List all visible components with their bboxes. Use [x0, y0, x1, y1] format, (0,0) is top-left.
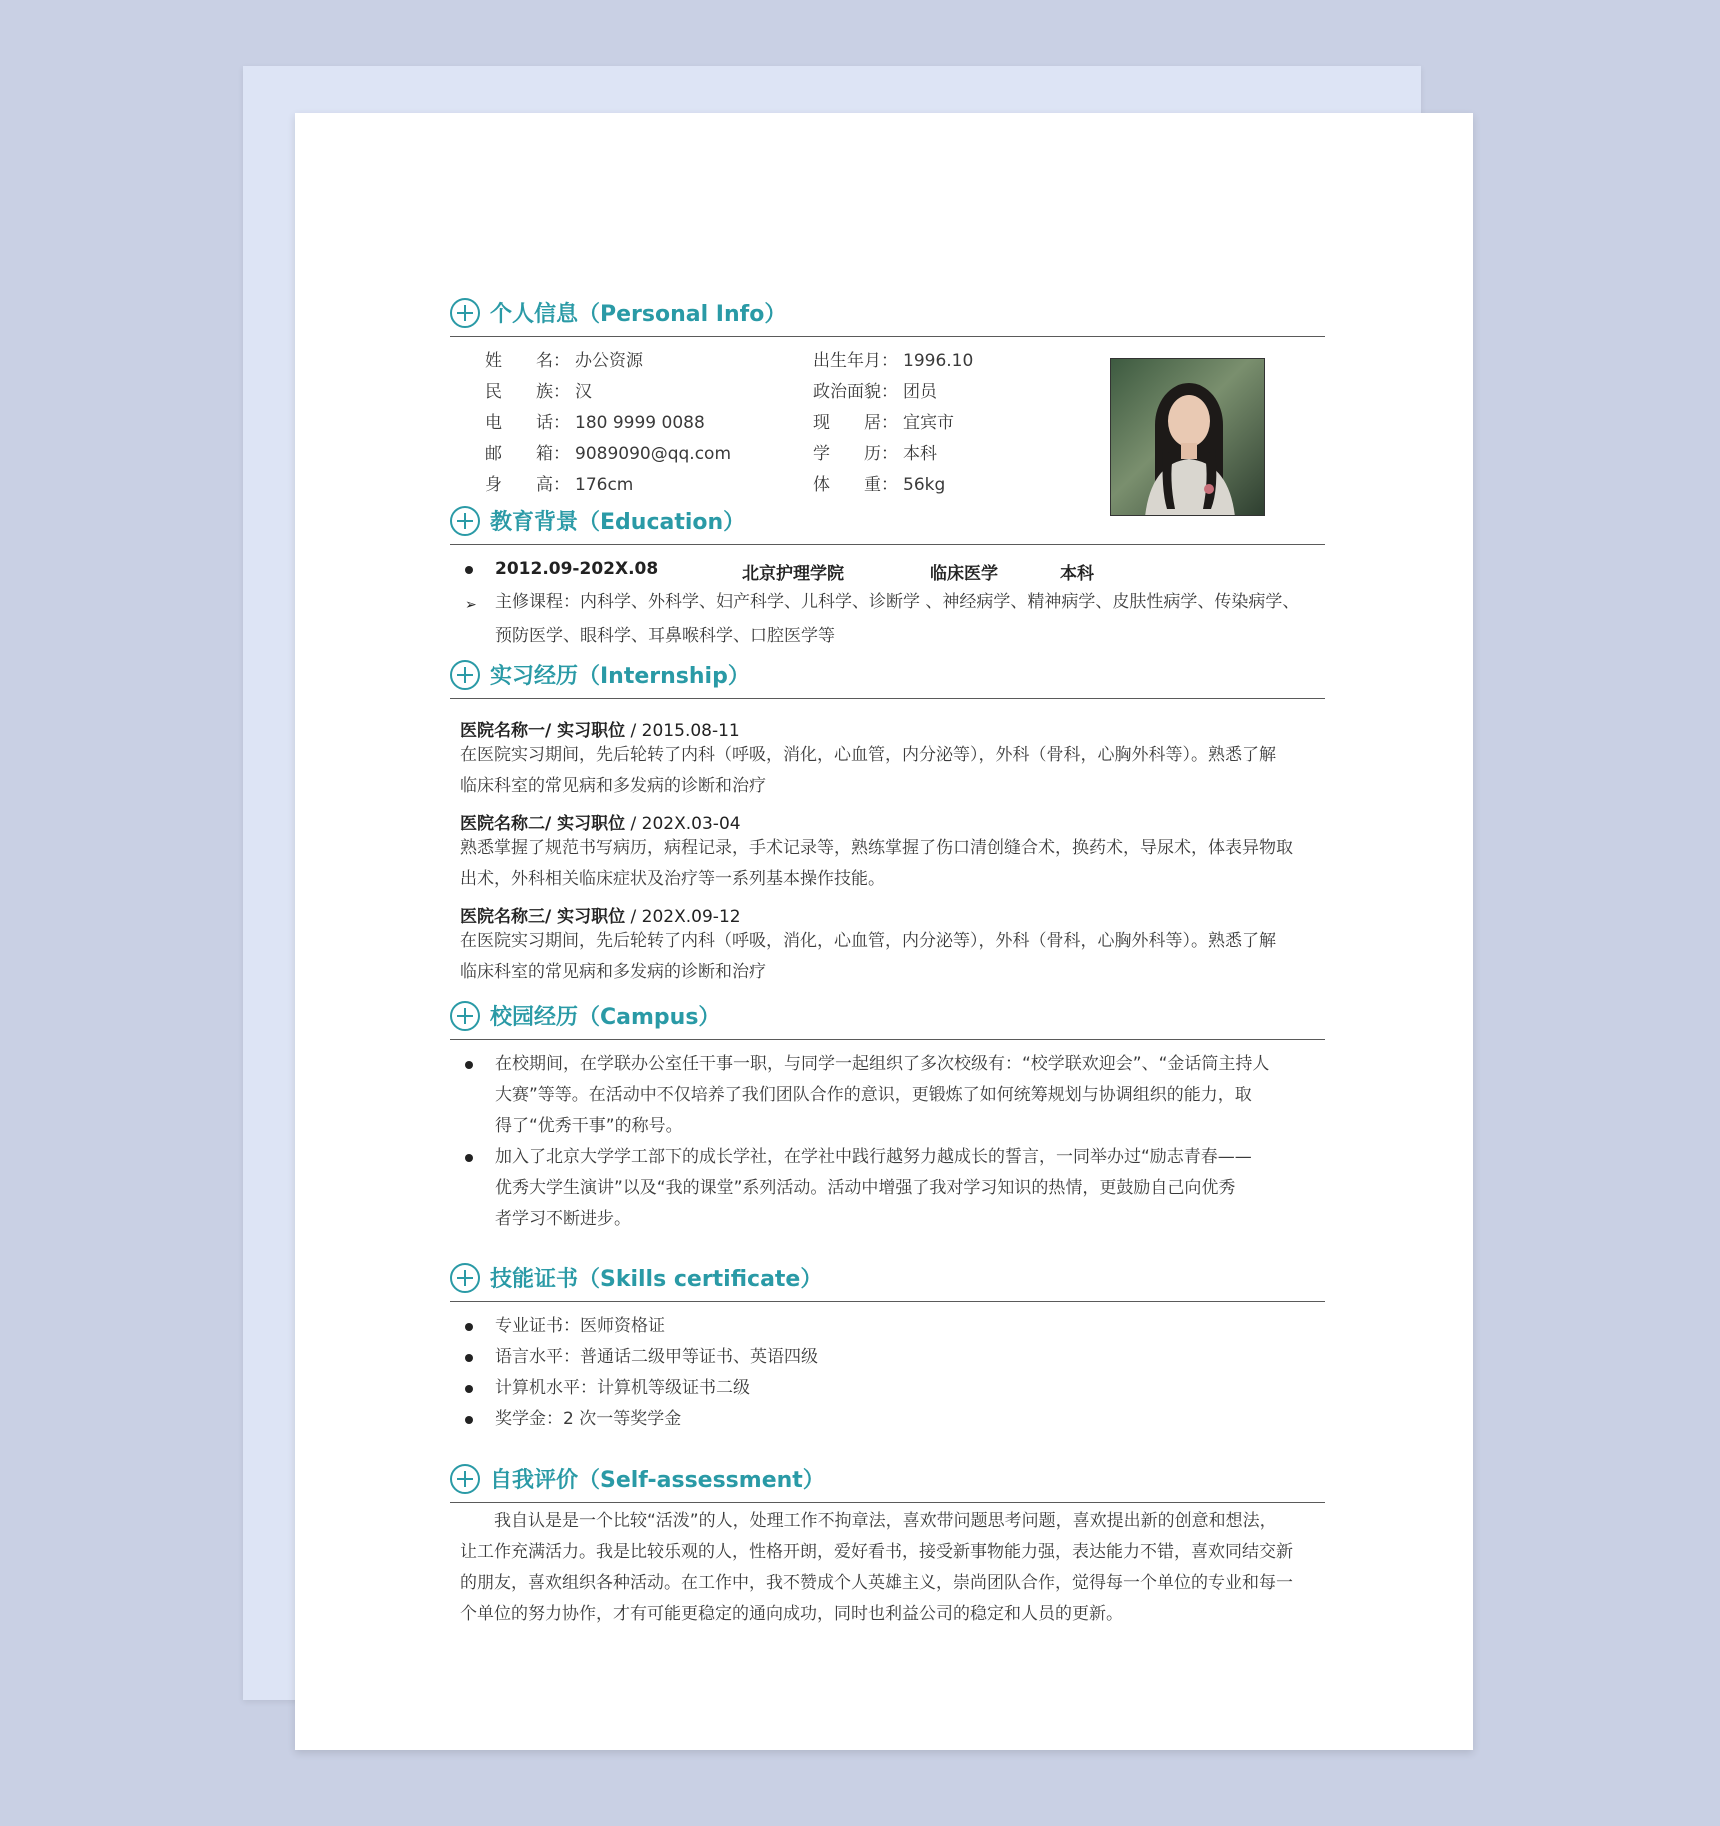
internship-desc: 在医院实习期间，先后轮转了内科（呼吸，消化，心血管，内分泌等），外科（骨科，心胸外科等）。熟悉了解: [460, 931, 1276, 951]
section-title-campus: 校园经历（Campus）: [490, 1005, 721, 1030]
plus-circle-icon: [450, 1263, 480, 1293]
info-political: 政治面貌： 团员: [813, 382, 937, 402]
internship-desc: 出术，外科相关临床症状及治疗等一系列基本操作技能。: [460, 869, 885, 889]
section-skills: [450, 1261, 1325, 1302]
section-self-assessment: [450, 1462, 1325, 1503]
education-major: 临床医学: [930, 564, 998, 584]
bullet-dot: [465, 1416, 473, 1424]
education-courses-cont: 预防医学、眼科学、耳鼻喉科学、口腔医学等: [495, 626, 835, 646]
bullet-dot: [465, 566, 473, 574]
profile-photo: [1110, 358, 1265, 516]
resume-page: [295, 113, 1473, 1750]
section-education: [450, 504, 1325, 545]
internship-desc: 临床科室的常见病和多发病的诊断和治疗: [460, 962, 766, 982]
info-height: 身 高： 176cm: [485, 475, 634, 495]
section-title-self: 自我评价（Self-assessment）: [490, 1468, 825, 1493]
info-birth: 出生年月： 1996.10: [813, 351, 974, 371]
plus-circle-icon: [450, 1464, 480, 1494]
campus-item-line: 加入了北京大学学工部下的成长学社，在学社中践行越努力越成长的誓言，一同举办过“励志青春——: [495, 1147, 1252, 1167]
internship-heading: 医院名称二/ 实习职位 / 202X.03-04: [460, 814, 741, 834]
internship-heading: 医院名称三/ 实习职位 / 202X.09-12: [460, 907, 741, 927]
bullet-dot: [465, 1385, 473, 1393]
bullet-dot: [465, 1354, 473, 1362]
education-degree: 本科: [1060, 564, 1094, 584]
bullet-dot: [465, 1061, 473, 1069]
section-title-internship: 实习经历（Internship）: [490, 664, 750, 689]
education-period: 2012.09-202X.08: [495, 559, 659, 579]
campus-item-line: 大赛”等等。在活动中不仅培养了我们团队合作的意识，更锻炼了如何统筹规划与协调组织的能力，取: [495, 1085, 1252, 1105]
info-residence: 现 居： 宜宾市: [813, 413, 954, 433]
bullet-dot: [465, 1154, 473, 1162]
internship-desc: 临床科室的常见病和多发病的诊断和治疗: [460, 776, 766, 796]
campus-item-line: 优秀大学生演讲”以及“我的课堂”系列活动。活动中增强了我对学习知识的热情，更鼓励自己向优秀: [495, 1178, 1236, 1198]
self-assessment-line: 我自认是是一个比较“活泼”的人，处理工作不拘章法，喜欢带问题思考问题，喜欢提出新的创意和想法，: [460, 1511, 1277, 1531]
education-courses: 主修课程：内科学、外科学、妇产科学、儿科学、诊断学 、神经病学、精神病学、皮肤性病学、传染病学、: [495, 592, 1300, 612]
education-entry: [450, 559, 1330, 583]
skill-item: 奖学金：2 次一等奖学金: [495, 1409, 682, 1429]
plus-circle-icon: [450, 298, 480, 328]
skill-item: 语言水平：普通话二级甲等证书、英语四级: [495, 1347, 818, 1367]
internship-desc: 熟悉掌握了规范书写病历，病程记录，手术记录等，熟练掌握了伤口清创缝合术，换药术，导尿术，体表异物取: [460, 838, 1293, 858]
arrow-bullet-icon: ➢: [465, 597, 477, 613]
section-personal-info: [450, 296, 1325, 337]
info-ethnicity: 民 族： 汉: [485, 382, 592, 402]
plus-circle-icon: [450, 1001, 480, 1031]
info-email: 邮 箱： 9089090@qq.com: [485, 444, 732, 464]
internship-desc: 在医院实习期间，先后轮转了内科（呼吸，消化，心血管，内分泌等），外科（骨科，心胸外科等）。熟悉了解: [460, 745, 1276, 765]
plus-circle-icon: [450, 506, 480, 536]
skill-item: 专业证书：医师资格证: [495, 1316, 665, 1336]
campus-item-line: 在校期间，在学联办公室任干事一职，与同学一起组织了多次校级有：“校学联欢迎会”、“金话筒主持人: [495, 1054, 1270, 1074]
campus-item-line: 得了“优秀干事”的称号。: [495, 1116, 683, 1136]
plus-circle-icon: [450, 660, 480, 690]
info-name: 姓 名： 办公资源: [485, 351, 643, 371]
info-weight: 体 重： 56kg: [813, 475, 946, 495]
section-internship: [450, 658, 1325, 699]
section-campus: [450, 999, 1325, 1040]
self-assessment-line: 个单位的努力协作，才有可能更稳定的通向成功，同时也利益公司的稳定和人员的更新。: [460, 1604, 1123, 1624]
info-degree: 学 历： 本科: [813, 444, 937, 464]
education-school: 北京护理学院: [742, 564, 844, 584]
bullet-dot: [465, 1323, 473, 1331]
campus-item-line: 者学习不断进步。: [495, 1209, 631, 1229]
info-phone: 电 话： 180 9999 0088: [485, 413, 705, 433]
self-assessment-line: 的朋友，喜欢组织各种活动。在工作中，我不赞成个人英雄主义，崇尚团队合作，觉得每一个单位的专业和每一: [460, 1573, 1293, 1593]
section-title-education: 教育背景（Education）: [490, 510, 746, 535]
skill-item: 计算机水平：计算机等级证书二级: [495, 1378, 750, 1398]
section-title-personal: 个人信息（Personal Info）: [490, 302, 787, 327]
section-title-skills: 技能证书（Skills certificate）: [490, 1267, 823, 1292]
internship-heading: 医院名称一/ 实习职位 / 2015.08-11: [460, 721, 740, 741]
self-assessment-line: 让工作充满活力。我是比较乐观的人，性格开朗，爱好看书，接受新事物能力强，表达能力不错，喜欢同结交新: [460, 1542, 1293, 1562]
